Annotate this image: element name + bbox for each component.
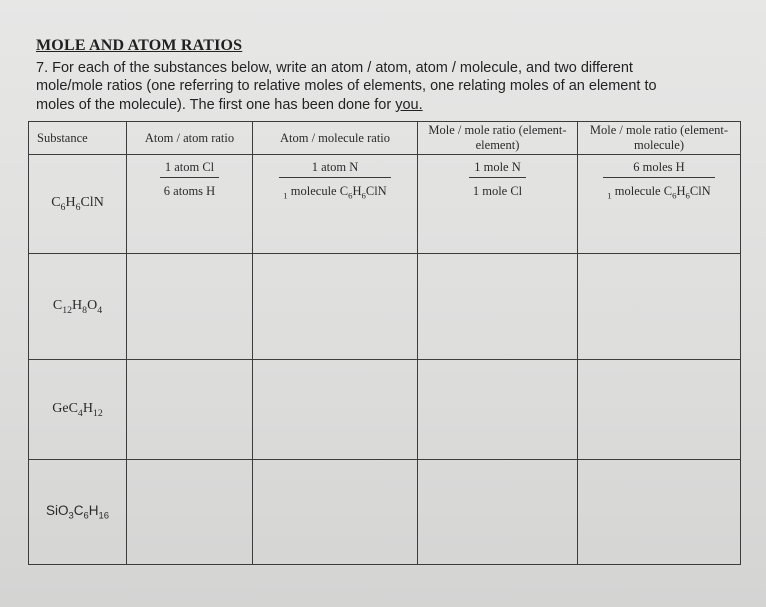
substance-formula: $GeC_4H_{12}$ [52,400,103,419]
answer-cell[interactable] [127,254,253,360]
substance-row [29,460,741,565]
instructions-line-1: 7. For each of the substances below, write an atom / atom, atom / molecule, and two different [36,60,633,76]
substance-cell [29,460,127,565]
substance-cell [29,254,127,360]
answer-cell[interactable] [578,360,741,460]
substance-formula: $C_6H_6ClN$ [51,195,104,213]
answer-cell[interactable] [127,360,253,460]
atom-molecule-cell [253,155,418,254]
answer-cell[interactable] [253,360,418,460]
substance-cell [29,155,127,254]
answer-cell[interactable] [578,254,741,360]
fraction-numerator: 6 moles H [603,160,714,178]
atom-atom-fraction [160,160,219,199]
substance-formula: $SiO_3C_6H_{16}$ [45,502,109,522]
mole-molecule-fraction [603,160,714,201]
header-row [29,122,741,155]
answer-cell[interactable] [253,254,418,360]
substance-row [29,254,741,360]
answer-cell[interactable] [253,460,418,565]
substance-cell [29,360,127,460]
example-row [29,155,741,254]
answer-cell[interactable] [578,460,741,565]
atom-atom-cell [127,155,253,254]
fraction-denominator: 6 atoms H [163,184,216,198]
mole-element-cell [418,155,578,254]
fraction-numerator: 1 mole N [469,160,526,178]
answer-cell[interactable] [127,460,253,565]
instructions-line-3-text: moles of the molecule). The first one has been done for [36,97,396,113]
fraction-denominator: $_1$ molecule $C_6H_6ClN$ [283,184,387,201]
substance-formula: $C_{12}H_8O_4$ [52,297,103,316]
fraction-numerator: 1 atom N [279,160,390,178]
header-mole-mole-molecule: Mole / mole ratio (element-molecule) [578,122,741,155]
instructions-line-3-underlined: you. [395,97,423,113]
fraction-denominator: 1 mole Cl [472,184,523,198]
instructions-line-2: mole/mole ratios (one referring to relative moles of elements, one relating moles of an element to [36,78,657,94]
ratios-table [28,121,741,565]
fraction-denominator: $_1$ molecule $C_6H_6ClN$ [607,184,711,201]
mole-molecule-cell [578,155,741,254]
section-heading: MOLE AND ATOM RATIOS [36,37,243,54]
answer-cell[interactable] [418,360,578,460]
header-atom-molecule: Atom / molecule ratio [253,122,418,155]
header-mole-mole-element: Mole / mole ratio (element-element) [418,122,578,155]
answer-cell[interactable] [418,460,578,565]
answer-cell[interactable] [418,254,578,360]
fraction-numerator: 1 atom Cl [160,160,219,178]
header-substance: Substance [29,122,127,155]
header-atom-atom: Atom / atom ratio [127,122,253,155]
mole-element-fraction [469,160,526,199]
substance-row [29,360,741,460]
atom-molecule-fraction [279,160,390,201]
instructions-line-3 [36,97,423,113]
